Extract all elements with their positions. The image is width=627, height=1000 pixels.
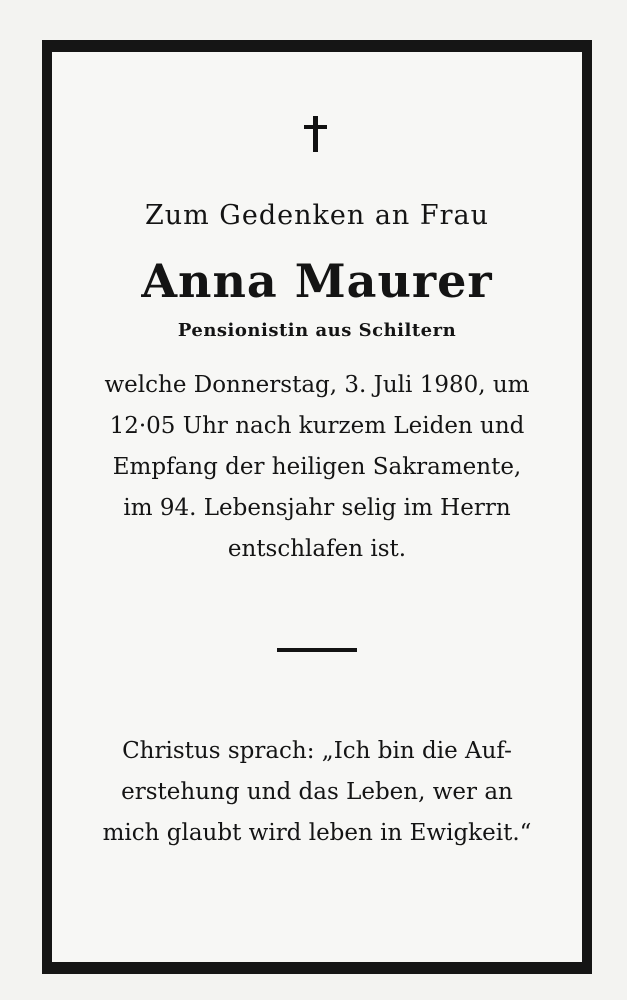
body-line: 12·05 Uhr nach kurzem Leiden und (109, 413, 525, 439)
body-line: Empfang der heiligen Sakramente, (112, 454, 522, 480)
quote-line: Christus sprach: „Ich bin die Auf- (122, 738, 512, 764)
quote-line: mich glaubt wird leben in Ewigkeit.“ (102, 820, 532, 846)
memorial-card (42, 40, 592, 974)
divider (277, 648, 357, 652)
occupation-text: Pensionistin aus Schiltern (177, 320, 457, 341)
deceased-name: Anna Maurer (141, 254, 493, 308)
quote-line: erstehung und das Leben, wer an (121, 779, 513, 805)
body-line: im 94. Lebensjahr selig im Herrn (123, 495, 511, 521)
body-line: welche Donnerstag, 3. Juli 1980, um (104, 372, 530, 398)
intro-text: Zum Gedenken an Frau (144, 200, 490, 231)
cross-icon (304, 116, 328, 152)
body-line: entschlafen ist. (227, 536, 407, 562)
